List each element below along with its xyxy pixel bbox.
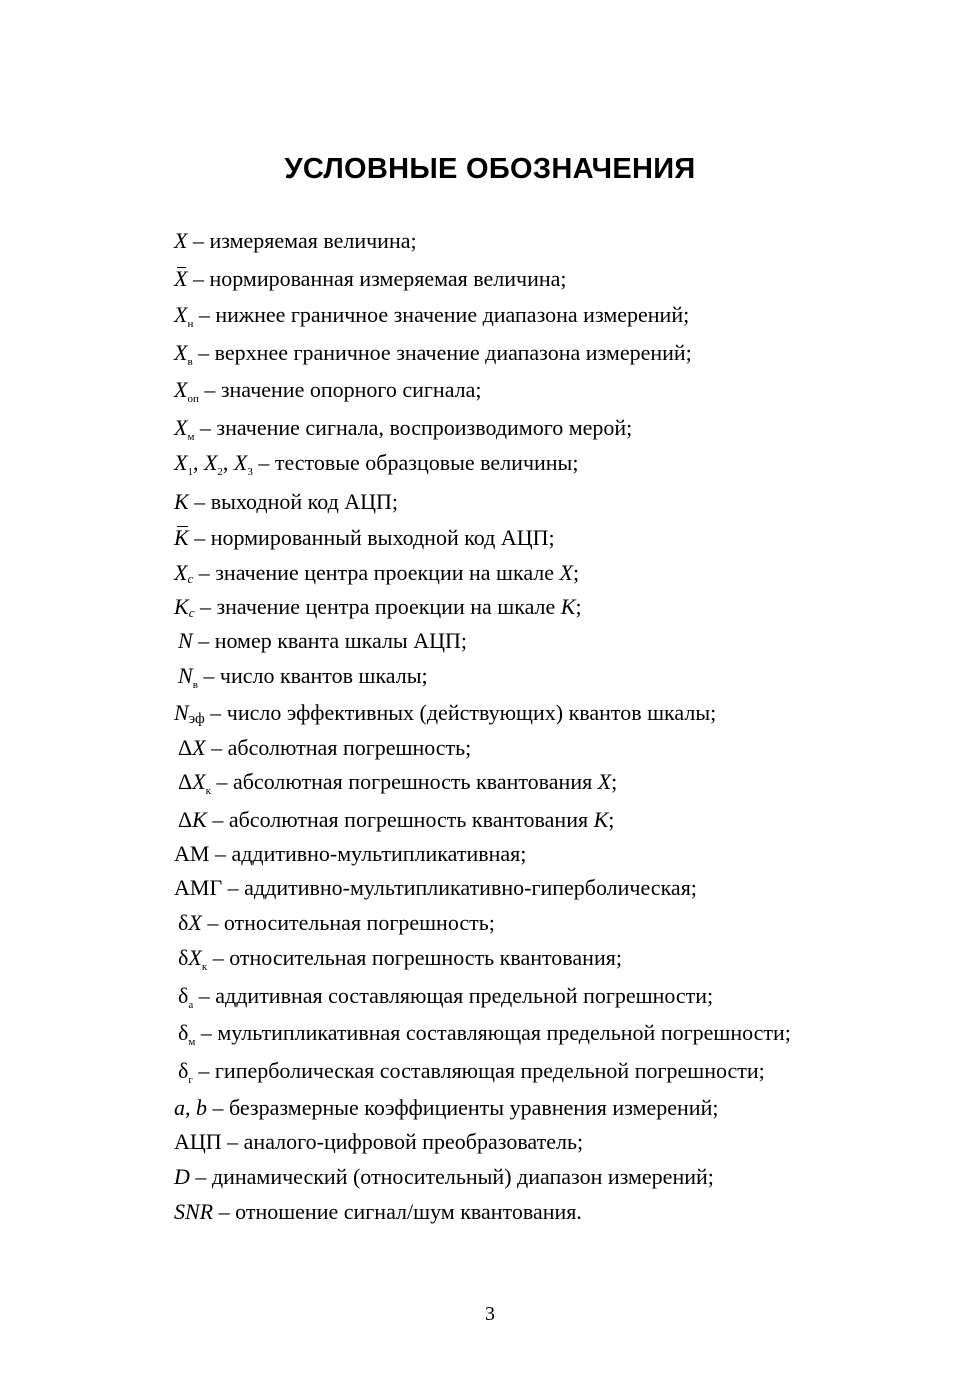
notation-item [174, 265, 567, 293]
notation-symbol: X [174, 228, 188, 253]
page-number: 3 [485, 1303, 495, 1325]
notation-subscript: м [188, 1036, 196, 1048]
notation-description: – число квантов шкалы; [197, 663, 428, 688]
notation-description: – аддитивная составляющая предельной погрешности; [193, 983, 714, 1008]
notation-description: – относительная погрешность квантования; [207, 945, 622, 970]
notation-item [178, 944, 622, 981]
notation-description: – безразмерные коэффициенты уравнения измерений; [207, 1095, 719, 1120]
notation-item [174, 874, 697, 902]
notation-subscript: н [187, 318, 194, 330]
delta-prefix: δ [178, 910, 189, 935]
notation-item [174, 376, 482, 413]
notation-item [174, 593, 582, 627]
notation-description: – мультипликативная составляющая предельной погрешности; [195, 1020, 791, 1045]
notation-symbol: X [597, 769, 612, 794]
notation-subscript: к [201, 961, 208, 973]
notation-symbol: X [174, 377, 188, 402]
notation-item [174, 1198, 582, 1226]
notation-symbol: N [178, 663, 193, 688]
notation-description: – отношение сигнал/шум квантования. [213, 1199, 582, 1224]
notation-subscript: оп [187, 393, 199, 405]
delta-prefix: δ [178, 945, 189, 970]
notation-symbol: X [559, 560, 573, 585]
notation-subscript: к [205, 785, 211, 797]
notation-subscript: 1 [187, 466, 193, 478]
notation-subscript: а [188, 999, 194, 1011]
notation-description: – нормированный выходной код АЦП; [188, 525, 555, 550]
notation-subscript: в [192, 679, 198, 691]
notation-description: – значение центра проекции на шкале [193, 560, 560, 585]
notation-description: – относительная погрешность; [201, 910, 495, 935]
delta-prefix: Δ [178, 735, 193, 760]
notation-description: – гиперболическая составляющая предельной погрешности; [192, 1058, 765, 1083]
notation-item [174, 1163, 714, 1191]
notation-item [174, 301, 689, 338]
notation-symbol: N [178, 628, 193, 653]
notation-symbol-overline: X [174, 266, 188, 291]
separator: , [222, 450, 234, 475]
notation-description: – динамический (относительный) диапазон измерений; [189, 1164, 714, 1189]
notation-symbol: X [192, 735, 206, 760]
notation-symbol: K [560, 594, 576, 619]
notation-symbol: X [174, 340, 188, 365]
delta-prefix: δ [178, 983, 189, 1008]
notation-symbol: D [174, 1164, 190, 1189]
notation-subscript: c [187, 571, 194, 586]
notation-symbol: X [203, 450, 218, 475]
notation-item [174, 488, 398, 516]
notation-punctuation: ; [611, 769, 618, 794]
notation-description: – значение центра проекции на шкале [194, 594, 561, 619]
notation-subscript: в [187, 356, 193, 368]
notation-subscript: эф [188, 711, 205, 727]
notation-item [178, 627, 467, 655]
notation-item [174, 227, 417, 255]
notation-symbol: K [174, 489, 189, 514]
notation-subscript: г [188, 1074, 193, 1086]
notation-description: – число эффективных (действующих) квантов шкалы; [204, 700, 717, 725]
abbreviation: АМГ [174, 875, 223, 900]
abbreviation: АЦП [174, 1129, 222, 1154]
notation-symbol: X [192, 769, 206, 794]
page-title: УСЛОВНЫЕ ОБОЗНАЧЕНИЯ [284, 153, 696, 185]
delta-prefix: Δ [178, 769, 193, 794]
notation-item [174, 1094, 718, 1122]
notation-subscript: c [188, 605, 195, 620]
notation-item [178, 662, 428, 699]
notation-item [178, 806, 614, 834]
notation-symbol: K [174, 594, 189, 619]
notation-subscript: 2 [217, 466, 223, 478]
notation-description: – значение сигнала, воспроизводимого мерой; [194, 415, 633, 440]
notation-description: – абсолютная погрешность; [205, 735, 472, 760]
delta-prefix: δ [178, 1058, 189, 1083]
notation-symbol: X [233, 450, 248, 475]
notation-symbol: X [188, 910, 202, 935]
delta-prefix: δ [178, 1020, 189, 1045]
notation-symbol: X [174, 302, 188, 327]
notation-item [174, 449, 578, 486]
notation-symbol: X [188, 945, 202, 970]
notation-item [174, 699, 716, 733]
notation-description: – нижнее граничное значение диапазона измерений; [193, 302, 690, 327]
notation-subscript: м [187, 431, 195, 443]
notation-subscript: 3 [247, 466, 253, 478]
notation-item [174, 559, 579, 593]
notation-symbol: a, b [174, 1095, 207, 1120]
notation-punctuation: ; [575, 594, 582, 619]
notation-symbol: K [192, 807, 207, 832]
notation-symbol: X [174, 560, 188, 585]
notation-item [174, 840, 526, 868]
notation-description: – аддитивно-мультипликативно-гиперболическая; [222, 875, 697, 900]
notation-description: – тестовые образцовые величины; [252, 450, 579, 475]
notation-description: – абсолютная погрешность квантования [206, 807, 594, 832]
separator: , [192, 450, 204, 475]
notation-description: – аддитивно-мультипликативная; [209, 841, 527, 866]
notation-description: – номер кванта шкалы АЦП; [192, 628, 467, 653]
notation-symbol: N [174, 700, 189, 725]
notation-item [178, 982, 713, 1019]
notation-punctuation: ; [608, 807, 615, 832]
notation-description: – нормированная измеряемая величина; [187, 266, 567, 291]
notation-item [178, 768, 617, 805]
notation-item [178, 1057, 765, 1094]
notation-description: – выходной код АЦП; [188, 489, 399, 514]
abbreviation: АМ [174, 841, 210, 866]
notation-item [178, 734, 471, 762]
notation-symbol: SNR [174, 1199, 214, 1224]
notation-symbol-overline: K [174, 525, 189, 550]
notation-item [174, 339, 692, 376]
notation-item [178, 909, 495, 937]
notation-punctuation: ; [573, 560, 580, 585]
notation-item [174, 524, 555, 552]
notation-description: – измеряемая величина; [187, 228, 417, 253]
notation-symbol: X [174, 450, 188, 475]
notation-item [178, 1019, 791, 1056]
notation-symbol: K [593, 807, 609, 832]
notation-symbol: X [174, 415, 188, 440]
notation-description: – абсолютная погрешность квантования [210, 769, 598, 794]
notation-description: – значение опорного сигнала; [198, 377, 482, 402]
delta-prefix: Δ [178, 807, 193, 832]
notation-item [174, 1128, 583, 1156]
notation-item [174, 414, 632, 451]
notation-description: – аналого-цифровой преобразователь; [221, 1129, 584, 1154]
notation-description: – верхнее граничное значение диапазона измерений; [192, 340, 692, 365]
